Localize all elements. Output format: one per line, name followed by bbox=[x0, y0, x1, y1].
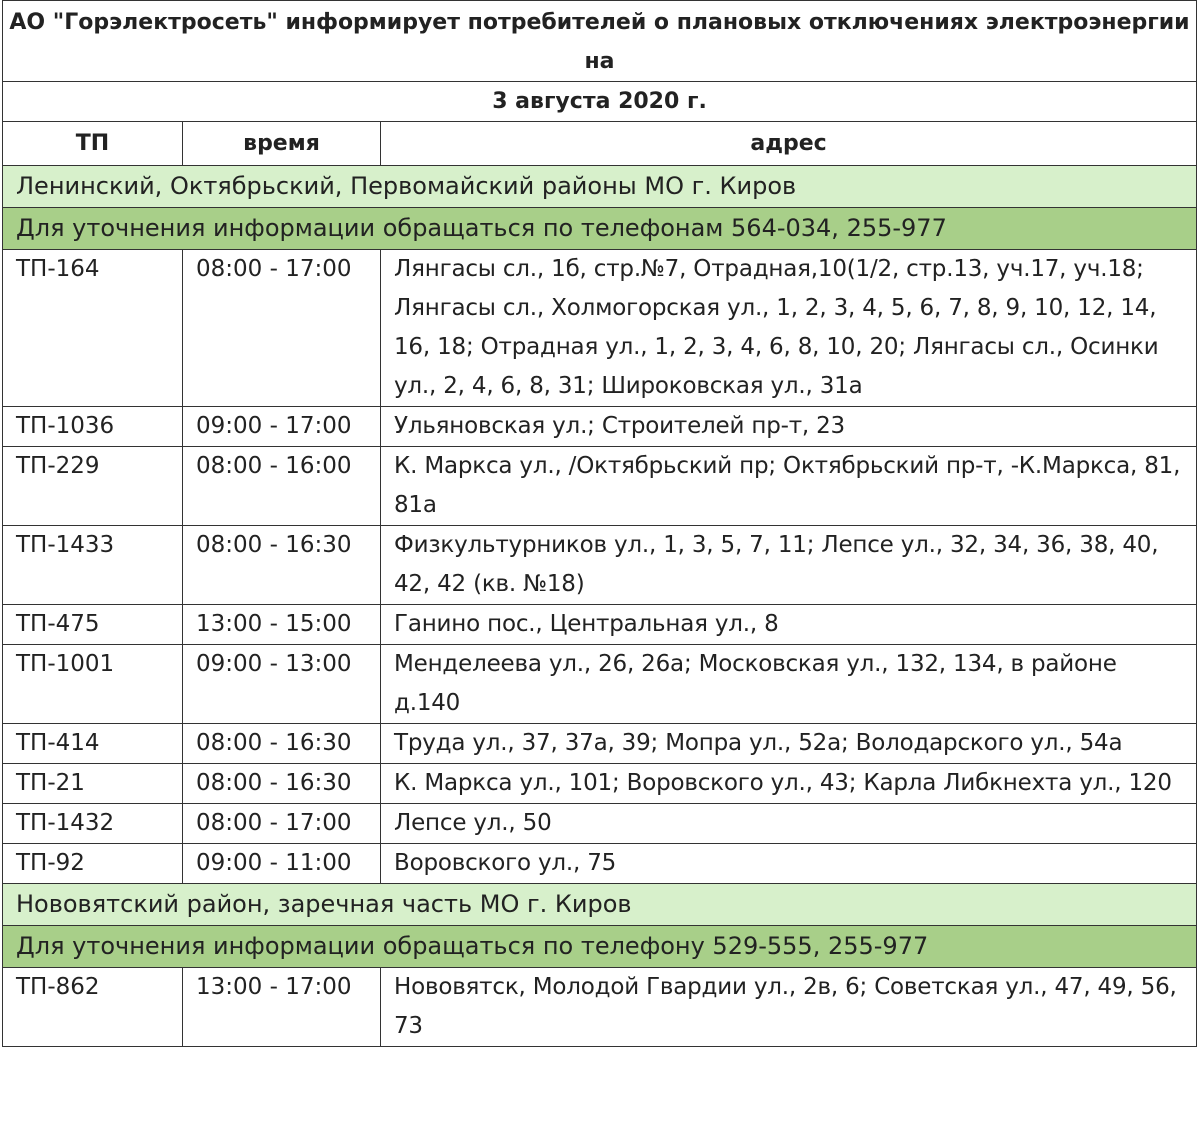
time-cell: 13:00 - 15:00 bbox=[183, 605, 381, 645]
column-header-address: адрес bbox=[381, 122, 1197, 166]
outage-notice-sheet bbox=[2, 0, 1196, 1047]
area-label: Нововятский район, заречная часть МО г. Киров bbox=[3, 884, 1197, 926]
area-row bbox=[3, 166, 1197, 208]
notice-date: 3 августа 2020 г. bbox=[3, 82, 1197, 122]
table-row bbox=[3, 804, 1197, 844]
notice-title: АО "Горэлектросеть" информирует потребителей о плановых отключениях электроэнергии на bbox=[3, 1, 1197, 82]
date-row bbox=[3, 82, 1197, 122]
tp-cell: ТП-21 bbox=[3, 764, 183, 804]
time-cell: 08:00 - 16:00 bbox=[183, 447, 381, 526]
column-header-time: время bbox=[183, 122, 381, 166]
time-cell: 08:00 - 17:00 bbox=[183, 804, 381, 844]
table-row bbox=[3, 645, 1197, 724]
time-cell: 09:00 - 17:00 bbox=[183, 407, 381, 447]
address-cell: Лянгасы сл., 1б, стр.№7, Отрадная,10(1/2, стр.13, уч.17, уч.18; Лянгасы сл., Холмогорская ул., 1, 2, 3, 4, 5, 6, 7, 8, 9, 10, 12, 14, 16, 18; Отрадная ул., 1, 2, 3, 4, 6, 8, 10, 20; Лянгасы сл., Осинки ул., 2, 4, 6, 8, 31; Широковская ул., 31а bbox=[381, 250, 1197, 407]
address-cell: Ганино пос., Центральная ул., 8 bbox=[381, 605, 1197, 645]
table-row bbox=[3, 407, 1197, 447]
table-row bbox=[3, 250, 1197, 407]
time-cell: 13:00 - 17:00 bbox=[183, 968, 381, 1047]
tp-cell: ТП-229 bbox=[3, 447, 183, 526]
outage-table-body bbox=[3, 1, 1197, 1047]
table-row bbox=[3, 447, 1197, 526]
tp-cell: ТП-1036 bbox=[3, 407, 183, 447]
tp-cell: ТП-414 bbox=[3, 724, 183, 764]
outage-table bbox=[2, 0, 1197, 1047]
tp-cell: ТП-1433 bbox=[3, 526, 183, 605]
column-header-row bbox=[3, 122, 1197, 166]
table-row bbox=[3, 764, 1197, 804]
table-row bbox=[3, 968, 1197, 1047]
address-cell: К. Маркса ул., 101; Воровского ул., 43; Карла Либкнехта ул., 120 bbox=[381, 764, 1197, 804]
address-cell: Воровского ул., 75 bbox=[381, 844, 1197, 884]
table-row bbox=[3, 724, 1197, 764]
table-row bbox=[3, 526, 1197, 605]
contact-label: Для уточнения информации обращаться по телефонам 564-034, 255-977 bbox=[3, 208, 1197, 250]
tp-cell: ТП-92 bbox=[3, 844, 183, 884]
contact-row bbox=[3, 926, 1197, 968]
time-cell: 09:00 - 13:00 bbox=[183, 645, 381, 724]
time-cell: 08:00 - 16:30 bbox=[183, 526, 381, 605]
tp-cell: ТП-862 bbox=[3, 968, 183, 1047]
tp-cell: ТП-475 bbox=[3, 605, 183, 645]
time-cell: 09:00 - 11:00 bbox=[183, 844, 381, 884]
time-cell: 08:00 - 17:00 bbox=[183, 250, 381, 407]
address-cell: К. Маркса ул., /Октябрьский пр; Октябрьский пр-т, -К.Маркса, 81, 81а bbox=[381, 447, 1197, 526]
tp-cell: ТП-1001 bbox=[3, 645, 183, 724]
area-row bbox=[3, 884, 1197, 926]
area-label: Ленинский, Октябрьский, Первомайский районы МО г. Киров bbox=[3, 166, 1197, 208]
table-row bbox=[3, 844, 1197, 884]
time-cell: 08:00 - 16:30 bbox=[183, 764, 381, 804]
tp-cell: ТП-164 bbox=[3, 250, 183, 407]
address-cell: Менделеева ул., 26, 26а; Московская ул., 132, 134, в районе д.140 bbox=[381, 645, 1197, 724]
address-cell: Лепсе ул., 50 bbox=[381, 804, 1197, 844]
column-header-tp: ТП bbox=[3, 122, 183, 166]
contact-label: Для уточнения информации обращаться по телефону 529-555, 255-977 bbox=[3, 926, 1197, 968]
contact-row bbox=[3, 208, 1197, 250]
tp-cell: ТП-1432 bbox=[3, 804, 183, 844]
address-cell: Ульяновская ул.; Строителей пр-т, 23 bbox=[381, 407, 1197, 447]
time-cell: 08:00 - 16:30 bbox=[183, 724, 381, 764]
address-cell: Нововятск, Молодой Гвардии ул., 2в, 6; Советская ул., 47, 49, 56, 73 bbox=[381, 968, 1197, 1047]
address-cell: Физкультурников ул., 1, 3, 5, 7, 11; Лепсе ул., 32, 34, 36, 38, 40, 42, 42 (кв. №18) bbox=[381, 526, 1197, 605]
title-row bbox=[3, 1, 1197, 82]
table-row bbox=[3, 605, 1197, 645]
address-cell: Труда ул., 37, 37а, 39; Мопра ул., 52а; Володарского ул., 54а bbox=[381, 724, 1197, 764]
